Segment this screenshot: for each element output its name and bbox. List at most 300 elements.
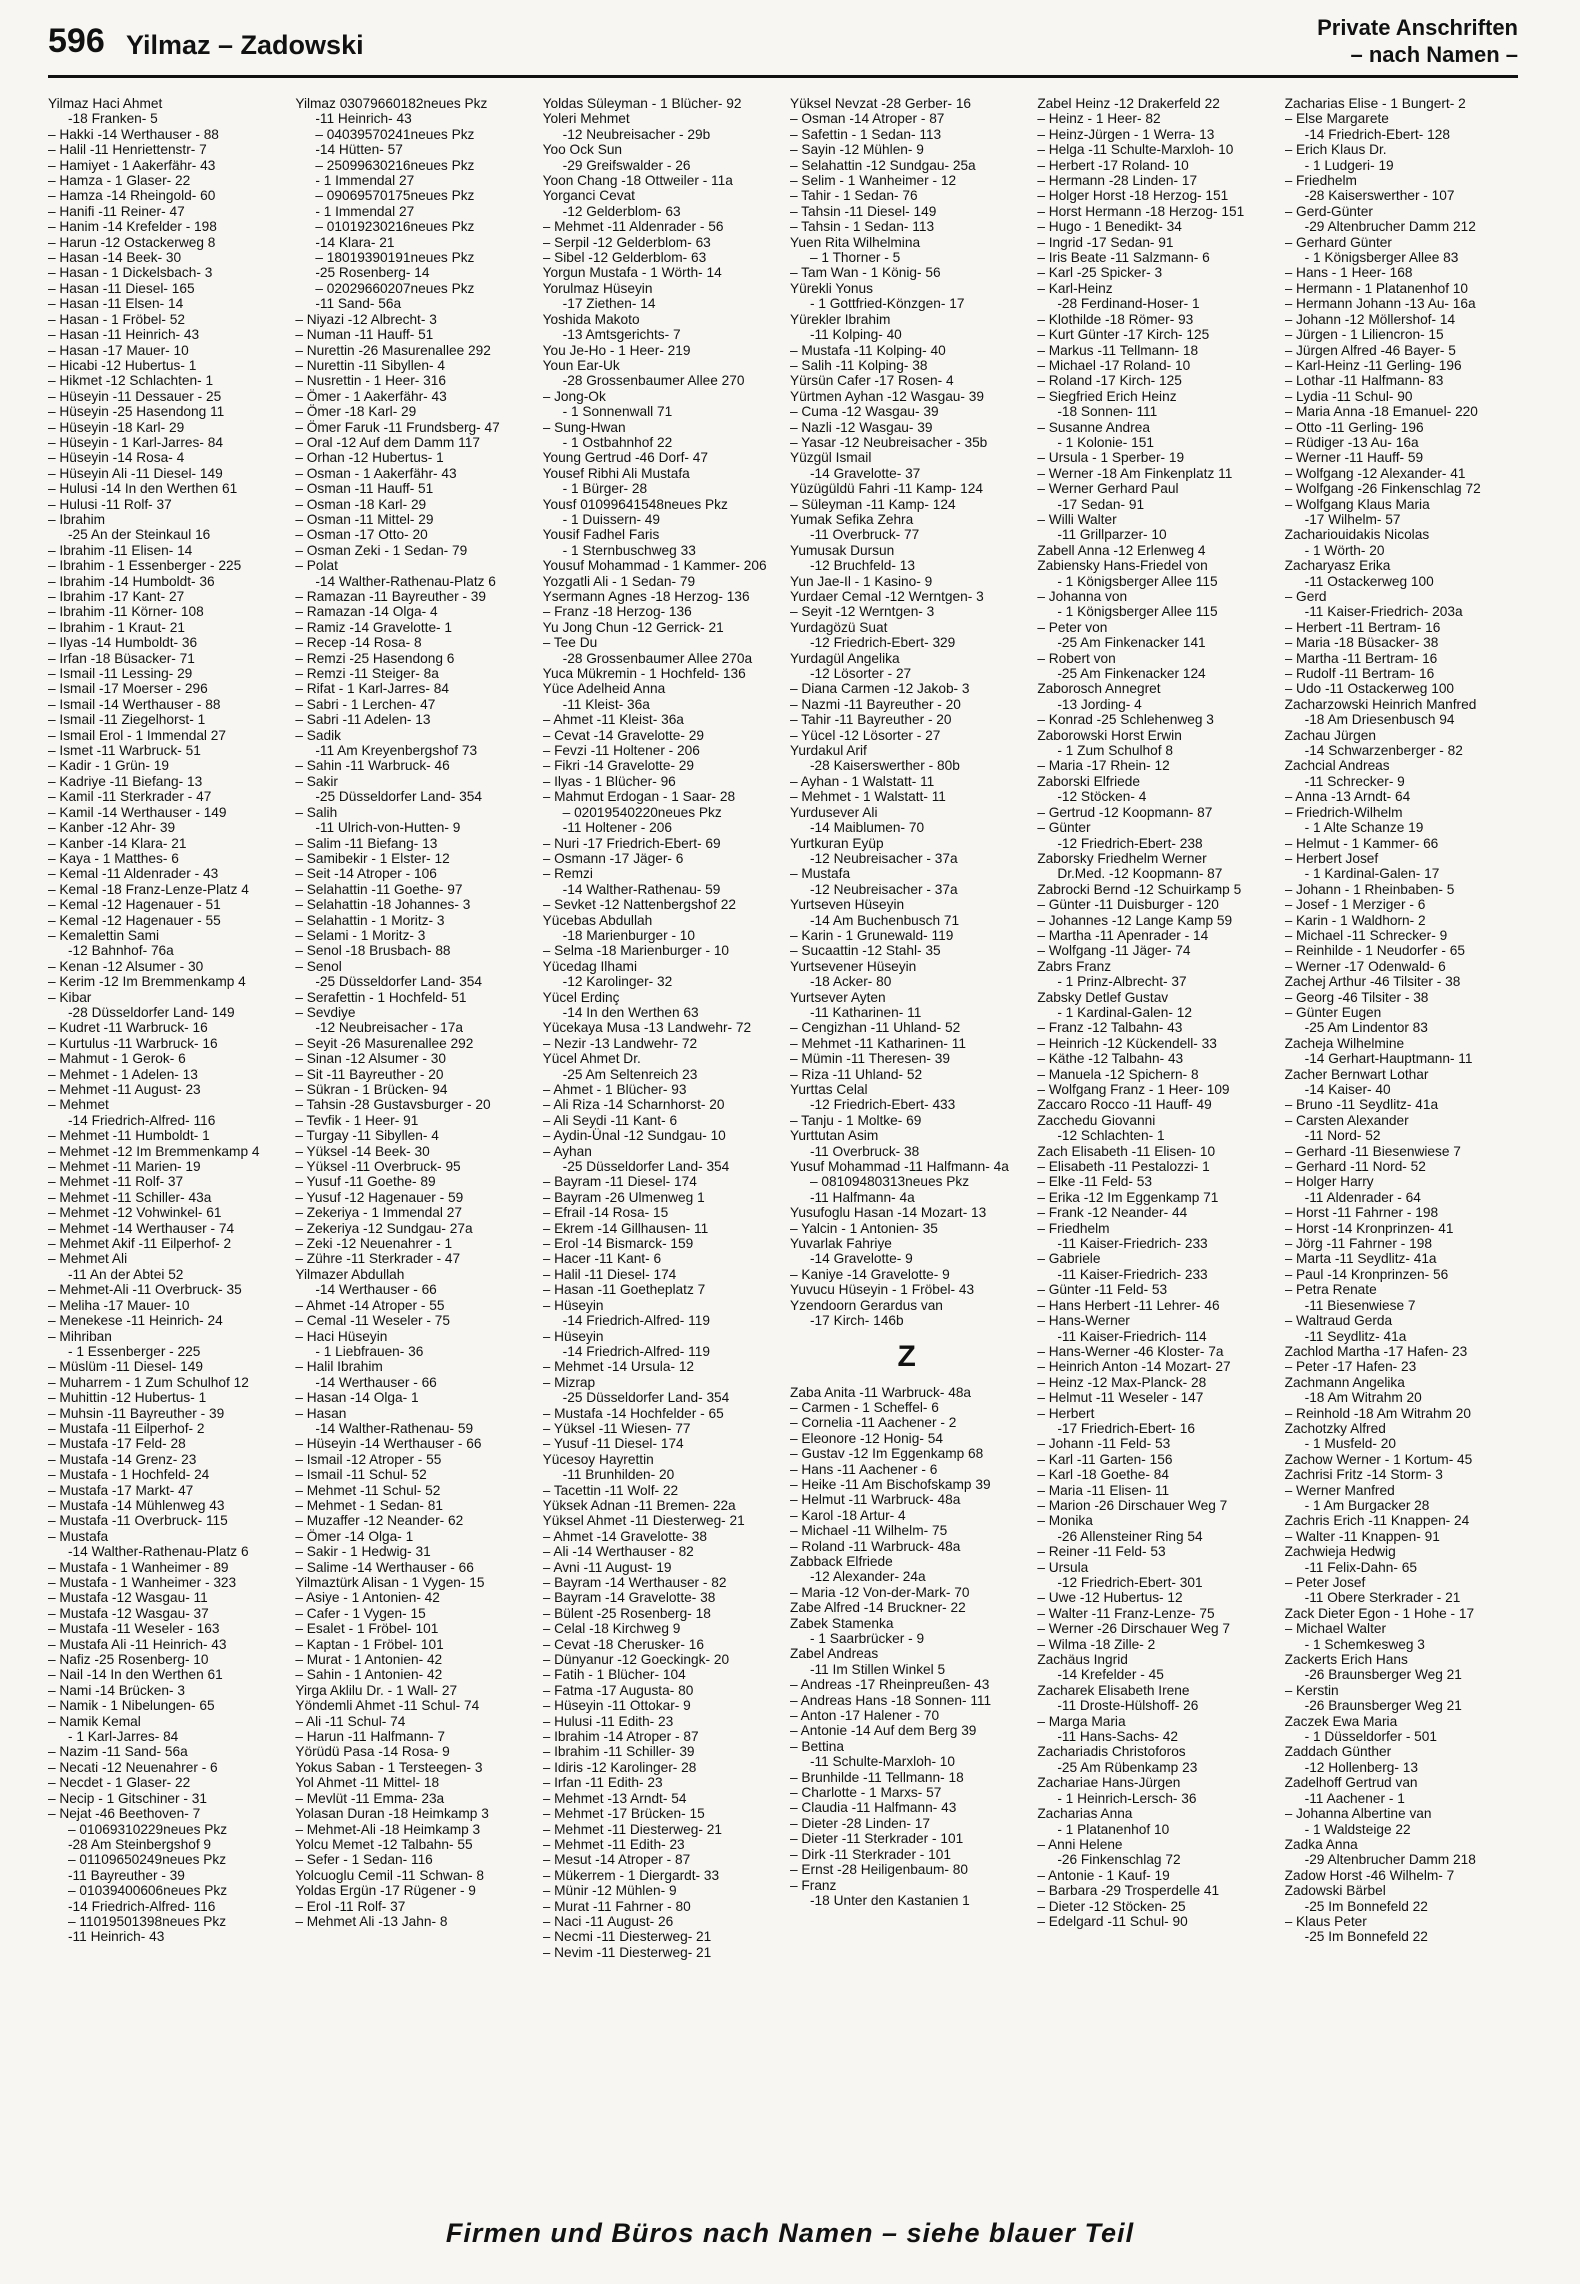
directory-entry: Zachäus Ingrid <box>1037 1652 1128 1668</box>
directory-entry: – Michael -11 Wilhelm- 75 <box>789 1523 948 1539</box>
directory-entry: Zabe Alfred -14 Bruckner- 22 <box>789 1600 966 1616</box>
directory-entry: – Halil -11 Diesel- 174 <box>542 1266 677 1282</box>
directory-entry: – Mehmet -14 Ursula- 12 <box>542 1359 695 1375</box>
page-header <box>0 0 1580 80</box>
directory-entry: – Iris Beate -11 Salzmann- 6 <box>1037 250 1210 266</box>
directory-entry: – Mustafa -14 Grenz- 23 <box>48 1451 197 1467</box>
directory-entry: – Nevim -11 Diesterweg- 21 <box>542 1944 712 1960</box>
directory-entry: – Mehmet -11 Schiller- 43a <box>48 1189 212 1205</box>
directory-entry: – Elisabeth -11 Pestalozzi- 1 <box>1037 1159 1210 1175</box>
directory-entry: -28 Düsseldorfer Land- 149 <box>68 1004 235 1020</box>
directory-entry: – Herbert Josef <box>1284 850 1379 866</box>
directory-entry: – Efrail -14 Rosa- 15 <box>542 1205 669 1221</box>
directory-entry: -14 Kaiser- 40 <box>1304 1082 1391 1097</box>
directory-entry: – Yusuf -11 Diesel- 174 <box>542 1436 684 1452</box>
directory-entry: Yozgatli Ali - 1 Sedan- 79 <box>542 573 696 589</box>
directory-entry: – Selma -18 Marienburger - 10 <box>542 943 730 959</box>
directory-entry: – Osman -14 Atroper - 87 <box>789 111 945 127</box>
directory-entry: Yoon Chang -18 Ottweiler - 11a <box>542 173 733 189</box>
directory-entry: – Erika -12 Im Eggenkamp 71 <box>1037 1189 1219 1205</box>
directory-entry: – 01069310229neues Pkz <box>68 1821 228 1837</box>
directory-entry: -28 Kaiserswerther - 107 <box>1304 188 1455 204</box>
directory-entry: – Horst -11 Fahrner - 198 <box>1284 1205 1439 1221</box>
directory-entry: -11 Am Kreyenbergshof 73 <box>315 743 478 759</box>
directory-entry: – Karol -18 Artur- 4 <box>789 1507 906 1523</box>
directory-entry: – Konrad -25 Schlehenweg 3 <box>1037 712 1214 728</box>
directory-entry: – Markus -11 Tellmann- 18 <box>1037 342 1199 358</box>
directory-entry: – Kamil -14 Werthauser - 149 <box>48 804 227 820</box>
directory-entry: – Monika <box>1037 1513 1093 1529</box>
directory-entry: Zachlod Martha -17 Hafen- 23 <box>1284 1343 1468 1359</box>
directory-entry: – Brunhilde -11 Tellmann- 18 <box>789 1769 964 1785</box>
directory-entry: – Nazli -12 Wasgau- 39 <box>789 419 933 435</box>
directory-entry: Yücesoy Hayrettin <box>542 1451 654 1467</box>
directory-entry: Yumusak Dursun <box>789 542 895 558</box>
directory-entry: – Nazmi -11 Bayreuther - 20 <box>789 696 961 712</box>
directory-entry: – Maria -18 Büsacker- 38 <box>1284 635 1439 651</box>
directory-entry: -14 Friedrich-Alfred- 119 <box>562 1313 710 1329</box>
directory-entry: Yuvarlak Fahriye <box>789 1236 892 1252</box>
directory-entry: -14 Schwarzenberger - 82 <box>1304 743 1463 759</box>
directory-entry: – Cornelia -11 Aachener - 2 <box>789 1415 957 1431</box>
directory-entry: – Rüdiger -13 Au- 16a <box>1284 434 1419 450</box>
directory-entry: Yüksel Nevzat -28 Gerber- 16 <box>789 96 972 111</box>
directory-entry: -11 Grillparzer- 10 <box>1057 527 1167 543</box>
directory-entry: Zachmann Angelika <box>1284 1374 1405 1390</box>
directory-entry: – Kibar <box>48 989 92 1005</box>
directory-entry: – Rifat - 1 Karl-Jarres- 84 <box>295 681 449 697</box>
directory-entry: – Sakir - 1 Hedwig- 31 <box>295 1544 431 1560</box>
directory-entry: Yousef Ribhi Ali Mustafa <box>542 465 690 481</box>
directory-entry: – Hamiyet - 1 Aakerfähr- 43 <box>48 157 216 173</box>
directory-entry: – Zühre -11 Sterkrader - 47 <box>295 1251 461 1267</box>
directory-entry: – Ibrahim -17 Kant- 27 <box>48 589 185 604</box>
directory-entry: – Wolfgang Franz - 1 Heer- 109 <box>1037 1082 1230 1097</box>
directory-entry: – Fatma -17 Augusta- 80 <box>542 1682 694 1698</box>
directory-entry: – Marion -26 Dirschauer Weg 7 <box>1037 1497 1228 1513</box>
directory-entry: – Eleonore -12 Honig- 54 <box>789 1430 943 1446</box>
directory-entry: -14 Klara- 21 <box>315 234 395 250</box>
directory-entry: Yüzgül Ismail <box>789 450 872 466</box>
directory-entry: Yuen Rita Wilhelmina <box>789 234 921 250</box>
directory-entry: – Harun -11 Halfmann- 7 <box>295 1729 445 1745</box>
directory-entry: -25 Düsseldorfer Land- 354 <box>315 974 482 990</box>
directory-entry: – Bülent -25 Rosenberg- 18 <box>542 1605 711 1621</box>
directory-entry: Yirga Aklilu Dr. - 1 Wall- 27 <box>295 1682 458 1698</box>
directory-entry: – Herbert <box>1037 1405 1095 1421</box>
directory-entry: – Peter Josef <box>1284 1575 1366 1590</box>
directory-entry: – Gerhard Günter <box>1284 234 1392 250</box>
directory-entry: - 1 Essenberger - 225 <box>68 1343 201 1359</box>
directory-entry: Zack Dieter Egon - 1 Hohe - 17 <box>1284 1605 1475 1621</box>
directory-entry: - 1 Sonnenwall 71 <box>562 404 673 420</box>
directory-entry: – Cevat -18 Cherusker- 16 <box>542 1636 704 1652</box>
directory-entry: – Mustafa - 1 Wanheimer - 323 <box>48 1575 237 1590</box>
directory-entry: – Avni -11 August- 19 <box>542 1559 672 1575</box>
directory-entry: – Wolfgang -11 Jäger- 74 <box>1037 943 1191 959</box>
directory-entry: – Polat <box>295 558 338 574</box>
directory-entry: – Idiris -12 Karolinger- 28 <box>542 1759 697 1775</box>
directory-entry: Yücekaya Musa -13 Landwehr- 72 <box>542 1020 752 1036</box>
directory-entry: – Bayram -26 Ulmenweg 1 <box>542 1189 705 1205</box>
directory-entry: Yurttas Celal <box>789 1082 868 1097</box>
directory-entry: -25 Am Finkenacker 124 <box>1057 666 1206 682</box>
directory-entry: – Tam Wan - 1 König- 56 <box>789 265 941 281</box>
directory-entry: – Selahattin - 1 Moritz- 3 <box>295 912 445 928</box>
directory-entry: – Heinrich -12 Kückendell- 33 <box>1037 1035 1217 1051</box>
directory-entry: -29 Altenbrucher Damm 218 <box>1304 1852 1476 1868</box>
directory-entry: – Seyit -12 Werntgen- 3 <box>789 604 935 620</box>
directory-entry: – Münir -12 Mühlen- 9 <box>542 1883 677 1899</box>
directory-entry: - 1 Platanenhof 10 <box>1057 1821 1170 1837</box>
directory-entry: Yoo Ock Sun <box>542 142 623 158</box>
directory-entry: -26 Braunsberger Weg 21 <box>1304 1698 1462 1714</box>
directory-entry: – Elke -11 Feld- 53 <box>1037 1174 1152 1190</box>
directory-entry: – Mevlüt -11 Emma- 23a <box>295 1790 445 1806</box>
directory-entry: -13 Amtsgerichts- 7 <box>562 327 681 343</box>
directory-entry: – Yalcin - 1 Antonien- 35 <box>789 1220 938 1236</box>
directory-entry: – Ömer -14 Olga- 1 <box>295 1528 414 1544</box>
directory-entry: – Yusuf -11 Goethe- 89 <box>295 1174 436 1190</box>
directory-entry: – Hasan -11 Diesel- 165 <box>48 280 195 296</box>
directory-entry: – Mehmet -17 Brücken- 15 <box>542 1806 705 1822</box>
directory-entry: -12 Hollenberg- 13 <box>1304 1759 1419 1775</box>
directory-entry: – Dieter -12 Stöcken- 25 <box>1037 1898 1186 1914</box>
directory-entry: -25 Am Finkenacker 141 <box>1057 635 1206 651</box>
directory-entry: -11 Droste-Hülshoff- 26 <box>1057 1698 1199 1714</box>
directory-entry: – Franz <box>789 1877 837 1893</box>
directory-entry: - 1 Düsseldorfer - 501 <box>1304 1729 1438 1745</box>
directory-entry: - 1 Gottfried-Könzgen- 17 <box>809 296 965 312</box>
directory-entry: – Anna -13 Arndt- 64 <box>1284 789 1411 805</box>
directory-entry: – Jong-Ok <box>542 388 606 404</box>
directory-entry: – Frank -12 Neander- 44 <box>1037 1205 1188 1221</box>
directory-entry: – Mümin -11 Theresen- 39 <box>789 1051 951 1067</box>
directory-entry: – Wolfgang -26 Finkenschlag 72 <box>1284 481 1481 497</box>
directory-entry: Zadka Anna <box>1284 1836 1358 1852</box>
directory-entry: - 1 Immendal 27 <box>315 203 415 219</box>
directory-entry: Yücel Ahmet Dr. <box>542 1051 641 1067</box>
directory-entry: Zaccaro Rocco -11 Hauff- 49 <box>1037 1097 1212 1113</box>
directory-entry: – Kanber -14 Klara- 21 <box>48 835 187 851</box>
directory-entry: -11 Overbruck- 77 <box>809 527 920 543</box>
directory-entry: – Paul -14 Kronprinzen- 56 <box>1284 1266 1449 1282</box>
directory-entry: -28 Am Steinbergshof 9 <box>68 1836 212 1852</box>
directory-entry: – Serafettin - 1 Hochfeld- 51 <box>295 989 467 1005</box>
directory-entry: – Maria Anna -18 Emanuel- 220 <box>1284 404 1478 420</box>
directory-entry: – Fevzi -11 Holtener - 206 <box>542 743 700 759</box>
directory-entry: – Sakir <box>295 773 338 789</box>
directory-entry: – Horst Hermann -18 Herzog- 151 <box>1037 203 1245 219</box>
directory-entry: Zacher Bernwart Lothar <box>1284 1066 1429 1082</box>
directory-entry: – Peter -17 Hafen- 23 <box>1284 1359 1417 1375</box>
directory-entry: – Dünyanur -12 Goeckingk- 20 <box>542 1652 730 1668</box>
directory-entry: – Zekeriya -12 Sundgau- 27a <box>295 1220 473 1236</box>
directory-entry: – 04039570241neues Pkz <box>315 126 475 142</box>
directory-entry: – Kurt Günter -17 Kirch- 125 <box>1037 327 1210 343</box>
directory-entry: – Irfan -11 Edith- 23 <box>542 1775 663 1791</box>
directory-entry: Zachariouidakis Nicolas <box>1284 527 1430 543</box>
directory-entry: – Kaniye -14 Gravelotte- 9 <box>789 1266 950 1282</box>
directory-entry: – Hasan -14 Beek- 30 <box>48 250 182 266</box>
directory-entry: – Johann -12 Möllershof- 14 <box>1284 311 1456 327</box>
directory-entry: – Gertrud -12 Koopmann- 87 <box>1037 804 1213 820</box>
directory-entry: -14 Am Buchenbusch 71 <box>809 912 960 928</box>
directory-entry: Young Gertrud -46 Dorf- 47 <box>542 450 709 466</box>
directory-entry: Yuvucu Hüseyin - 1 Fröbel- 43 <box>789 1282 975 1298</box>
directory-entry: – Wilma -18 Zille- 2 <box>1037 1636 1156 1652</box>
directory-entry: – Mehmet -11 Diesterweg- 21 <box>542 1821 722 1837</box>
directory-entry: – Andreas -17 Rheinpreußen- 43 <box>789 1677 990 1693</box>
directory-entry: – Ismail Erol - 1 Immendal 27 <box>48 727 227 743</box>
directory-entry: Yücel Erdinç <box>542 989 620 1005</box>
directory-entry: – Mahmut - 1 Gerok- 6 <box>48 1051 186 1067</box>
directory-entry: Yurdagözü Suat <box>789 619 888 635</box>
directory-entry: Yurttutan Asim <box>789 1128 879 1144</box>
directory-entry: Yolcuoglu Cemil -11 Schwan- 8 <box>295 1867 485 1883</box>
directory-entry: Zacharias Elise - 1 Bungert- 2 <box>1284 96 1466 111</box>
directory-entry: – Yusuf -12 Hagenauer - 59 <box>295 1189 464 1205</box>
directory-entry: -14 Friedrich-Ebert- 128 <box>1304 126 1450 142</box>
directory-entry: Yürtmen Ayhan -12 Wasgau- 39 <box>789 388 985 404</box>
directory-entry: – Kaya - 1 Matthes- 6 <box>48 850 179 866</box>
directory-entry: – Nami -14 Brücken- 3 <box>48 1682 185 1698</box>
directory-entry: – Ibrahim -11 Schiller- 39 <box>542 1744 695 1760</box>
directory-entry: – Süleyman -11 Kamp- 124 <box>789 496 956 512</box>
directory-entry: – Hans - 1 Heer- 168 <box>1284 265 1413 281</box>
directory-entry: – Petra Renate <box>1284 1282 1377 1298</box>
directory-entry: Yüce Adelheid Anna <box>542 681 666 697</box>
directory-entry: Zaba Anita -11 Warbruck- 48a <box>789 1384 972 1400</box>
directory-entry: – Ayhan <box>542 1143 592 1159</box>
directory-entry: – Nail -14 In den Werthen 61 <box>48 1667 223 1683</box>
directory-entry: -11 Felix-Dahn- 65 <box>1304 1559 1417 1575</box>
directory-entry: – 25099630216neues Pkz <box>315 157 475 173</box>
directory-entry: – Mehmet <box>48 1097 109 1113</box>
directory-entry: – Irfan -18 Büsacker- 71 <box>48 650 195 666</box>
directory-entry: Zaborski Elfriede <box>1037 773 1141 789</box>
directory-entry: -25 Düsseldorfer Land- 354 <box>562 1159 730 1175</box>
directory-entry: – Friedrich-Wilhelm <box>1284 804 1403 820</box>
directory-entry: – Sibel -12 Gelderblom- 63 <box>542 250 707 266</box>
directory-entry: -25 Rosenberg- 14 <box>315 265 430 281</box>
directory-entry: – Kemalettin Sami <box>48 927 160 943</box>
directory-entry: – Mehmet -12 Vohwinkel- 61 <box>48 1205 222 1221</box>
directory-entry: Zachrisi Fritz -14 Storm- 3 <box>1284 1467 1443 1483</box>
directory-entry: – Werner -17 Odenwald- 6 <box>1284 958 1446 974</box>
directory-entry: – Cengizhan -11 Uhland- 52 <box>789 1020 961 1036</box>
directory-entry: – Günter Eugen <box>1284 1004 1382 1020</box>
directory-entry: – Andreas Hans -18 Sonnen- 111 <box>789 1692 992 1708</box>
directory-entry: – Esalet - 1 Fröbel- 101 <box>295 1621 439 1637</box>
directory-entry: – Necati -12 Neuenahrer - 6 <box>48 1759 218 1775</box>
directory-entry: – Anton -17 Halener - 70 <box>789 1708 940 1724</box>
directory-entry: Zachariadis Christoforos <box>1037 1744 1186 1760</box>
directory-entry: Zadelhoff Gertrud van <box>1284 1775 1418 1791</box>
directory-entry: Yokus Saban - 1 Tersteegen- 3 <box>295 1759 483 1775</box>
directory-entry: – Helmut -11 Warbruck- 48a <box>789 1492 961 1508</box>
directory-entry: -12 Bahnhof- 76a <box>68 943 174 959</box>
directory-column <box>1037 96 1270 2186</box>
directory-entry: – Zekeriya - 1 Immendal 27 <box>295 1205 462 1221</box>
directory-entry: -12 Friedrich-Ebert- 238 <box>1057 835 1203 851</box>
directory-entry: - 1 Bürger- 28 <box>562 481 648 497</box>
directory-entry: – Anni Helene <box>1037 1836 1123 1852</box>
directory-entry: -11 Biesenwiese 7 <box>1304 1297 1416 1313</box>
directory-entry: – Gerd-Günter <box>1284 203 1373 219</box>
directory-entry: – 02019540220neues Pkz <box>562 804 722 820</box>
directory-entry: – Osman Zeki - 1 Sedan- 79 <box>295 542 468 558</box>
directory-entry: – Safettin - 1 Sedan- 113 <box>789 126 942 142</box>
directory-entry: – Walter -11 Franz-Lenze- 75 <box>1037 1605 1215 1621</box>
directory-entry: You Je-Ho - 1 Heer- 219 <box>542 342 691 358</box>
directory-entry: – Selami - 1 Moritz- 3 <box>295 927 426 943</box>
directory-entry: – Hanifi -11 Reiner- 47 <box>48 203 185 219</box>
directory-entry: – Mustafa -11 Kolping- 40 <box>789 342 946 358</box>
directory-entry: -12 Neubreisacher - 29b <box>562 126 711 142</box>
directory-entry: – Ismail -11 Ziegelhorst- 1 <box>48 712 206 728</box>
directory-entry: -18 Am Witrahm 20 <box>1304 1390 1422 1406</box>
directory-entry: – Günter -11 Feld- 53 <box>1037 1282 1168 1298</box>
directory-entry: Yorulmaz Hüseyin <box>542 280 653 296</box>
directory-entry: -11 Kaiser-Friedrich- 233 <box>1057 1266 1208 1282</box>
directory-entry: Yousuf Mohammad - 1 Kammer- 206 <box>542 558 767 574</box>
directory-entry: – Mihriban <box>48 1328 112 1344</box>
directory-entry: – Ahmet -14 Atroper - 55 <box>295 1297 445 1313</box>
directory-entry: – Oral -12 Auf dem Damm 117 <box>295 434 480 450</box>
directory-entry: – Wolfgang Klaus Maria <box>1284 496 1430 512</box>
directory-entry: – Sayin -12 Mühlen- 9 <box>789 142 924 158</box>
directory-entry: – Heike -11 Am Bischofskamp 39 <box>789 1476 991 1492</box>
directory-entry: – Hüseyin -14 Rosa- 4 <box>48 450 185 466</box>
directory-entry: – Ursula <box>1037 1559 1089 1575</box>
directory-entry: – Johannes -12 Lange Kamp 59 <box>1037 912 1233 928</box>
directory-entry: – Ayhan - 1 Walstatt- 11 <box>789 773 935 789</box>
directory-entry: Yumak Sefika Zehra <box>789 511 914 527</box>
directory-entry: – Kurtulus -11 Warbruck- 16 <box>48 1035 218 1051</box>
directory-entry: – Sung-Hwan <box>542 419 626 435</box>
directory-entry: - 1 Am Burgacker 28 <box>1304 1497 1430 1513</box>
directory-entry: Yilmaz 03079660182neues Pkz <box>295 96 488 111</box>
directory-entry: – Jürgen Alfred -46 Bayer- 5 <box>1284 342 1456 358</box>
directory-entry: – Ali -14 Werthauser - 82 <box>542 1544 694 1560</box>
directory-entry: – Fikri -14 Gravelotte- 29 <box>542 758 695 774</box>
directory-entry: – Johann -11 Feld- 53 <box>1037 1436 1171 1452</box>
directory-entry: -29 Greifswalder - 26 <box>562 157 691 173</box>
directory-entry: - 1 Ostbahnhof 22 <box>562 434 673 450</box>
directory-entry: -17 Friedrich-Ebert- 16 <box>1057 1420 1195 1436</box>
directory-entry: – 18019390191neues Pkz <box>315 250 475 266</box>
directory-entry: – Johanna von <box>1037 589 1128 604</box>
directory-entry: - 1 Saarbrücker - 9 <box>809 1631 925 1646</box>
directory-entry: -11 Hans-Sachs- 42 <box>1057 1729 1179 1745</box>
directory-entry: – Willi Walter <box>1037 511 1117 527</box>
directory-entry: – Nejat -46 Beethoven- 7 <box>48 1806 201 1822</box>
directory-entry: Yuca Mükremin - 1 Hochfeld- 136 <box>542 666 746 682</box>
directory-entry: – Ibrahim - 1 Essenberger - 225 <box>48 558 242 574</box>
directory-entry: – Johanna Albertine van <box>1284 1806 1432 1822</box>
directory-entry: – Yücel -12 Lösorter - 27 <box>789 727 941 743</box>
directory-column <box>48 96 281 2186</box>
directory-entry: Zachwieja Hedwig <box>1284 1544 1396 1560</box>
directory-entry: - 1 Königsberger Allee 83 <box>1304 250 1459 266</box>
directory-entry: -12 Bruchfeld- 13 <box>809 558 915 574</box>
directory-entry: – Mustafa -12 Wasgau- 11 <box>48 1590 208 1606</box>
directory-entry: – Ömer Faruk -11 Frundsberg- 47 <box>295 419 500 435</box>
directory-entry: – Hacer -11 Kant- 6 <box>542 1251 662 1267</box>
directory-entry: – Hermann - 1 Platanenhof 10 <box>1284 280 1469 296</box>
directory-entry: – Ismet -11 Warbruck- 51 <box>48 743 201 759</box>
directory-entry: -14 Walther-Rathenau- 59 <box>315 1420 474 1436</box>
directory-entry: – Yüksel -11 Overbruck- 95 <box>295 1159 461 1175</box>
directory-entry: – Lydia -11 Schul- 90 <box>1284 388 1413 404</box>
directory-entry: -12 Alexander- 24a <box>809 1569 926 1585</box>
directory-entry: -12 Neubreisacher - 37a <box>809 850 958 866</box>
directory-entry: – Jörg -11 Fahrner - 198 <box>1284 1236 1432 1252</box>
directory-entry: – Tacettin -11 Wolf- 22 <box>542 1482 679 1498</box>
directory-entry: -25 Im Bonnefeld 22 <box>1304 1929 1428 1945</box>
directory-entry: – Mehmet -11 Humboldt- 1 <box>48 1128 210 1144</box>
directory-entry: – Charlotte - 1 Marxs- 57 <box>789 1785 942 1801</box>
directory-entry: – Mustafa - 1 Wanheimer - 89 <box>48 1559 229 1575</box>
directory-entry: – 01039400606neues Pkz <box>68 1883 228 1899</box>
directory-entry: – Hüseyin -18 Karl- 29 <box>48 419 185 435</box>
directory-entry: Zachotzky Alfred <box>1284 1420 1386 1436</box>
directory-entry: – Marga Maria <box>1037 1713 1126 1729</box>
directory-entry: Zabback Elfriede <box>789 1553 893 1569</box>
directory-entry: – Heinrich Anton -14 Mozart- 27 <box>1037 1359 1231 1375</box>
directory-entry: - 1 Kolonie- 151 <box>1057 434 1154 450</box>
directory-entry: Zaczek Ewa Maria <box>1284 1713 1398 1729</box>
directory-entry: – Bayram -14 Werthauser - 82 <box>542 1575 727 1590</box>
directory-entry: Yu Jong Chun -12 Gerrick- 21 <box>542 619 724 635</box>
directory-entry: – Hans-Werner -46 Kloster- 7a <box>1037 1343 1224 1359</box>
directory-entry: -12 Gelderblom- 63 <box>562 203 681 219</box>
directory-entry: – Halil -11 Henriettenstr- 7 <box>48 142 207 158</box>
directory-entry: -12 Schlachten- 1 <box>1057 1128 1165 1144</box>
directory-entry: Ysermann Agnes -18 Herzog- 136 <box>542 589 750 604</box>
directory-entry: – Osman -11 Mittel- 29 <box>295 511 434 527</box>
directory-entry: Zacharek Elisabeth Irene <box>1037 1682 1190 1698</box>
directory-entry: -11 Heinrich- 43 <box>315 111 412 127</box>
directory-entry: – Muzaffer -12 Neander- 62 <box>295 1513 464 1529</box>
directory-entry: – Tevfik - 1 Heer- 91 <box>295 1112 419 1128</box>
directory-entry: – Mehmet -11 Rolf- 37 <box>48 1174 184 1190</box>
directory-entry: – Gerhard -11 Nord- 52 <box>1284 1159 1426 1175</box>
directory-column <box>1285 96 1518 2186</box>
directory-entry: Zaborosch Annegret <box>1037 681 1161 697</box>
directory-entry: -11 Aachener - 1 <box>1304 1790 1405 1806</box>
directory-entry: -11 Holtener - 206 <box>562 820 672 836</box>
directory-entry: – Werner -18 Am Finkenplatz 11 <box>1037 465 1233 481</box>
directory-entry: – Reinhilde - 1 Neudorfer - 65 <box>1284 943 1465 959</box>
directory-entry: Zachow Werner - 1 Kortum- 45 <box>1284 1451 1473 1467</box>
directory-entry: – Hicabi -12 Hubertus- 1 <box>48 357 197 373</box>
directory-entry: – Mustafa -12 Wasgau- 37 <box>48 1605 209 1621</box>
directory-entry: – Recep -14 Rosa- 8 <box>295 635 422 651</box>
directory-entry: – Numan -11 Hauff- 51 <box>295 327 434 343</box>
directory-entry: – Hulusi -11 Edith- 23 <box>542 1713 674 1729</box>
directory-entry: – Sinan -12 Alsumer - 30 <box>295 1051 446 1067</box>
directory-entry: – Kemal -12 Hagenauer - 55 <box>48 912 221 928</box>
directory-entry: – Roland -17 Kirch- 125 <box>1037 373 1182 389</box>
directory-entry: – Hasan - 1 Dickelsbach- 3 <box>48 265 213 281</box>
directory-entry: Dr.Med. -12 Koopmann- 87 <box>1057 866 1223 882</box>
directory-entry: -25 Am Lindentor 83 <box>1304 1020 1428 1036</box>
directory-entry: -11 Kaiser-Friedrich- 233 <box>1057 1236 1208 1252</box>
directory-entry: Zachris Erich -11 Knappen- 24 <box>1284 1513 1470 1529</box>
directory-entry: – Remzi <box>542 866 593 882</box>
